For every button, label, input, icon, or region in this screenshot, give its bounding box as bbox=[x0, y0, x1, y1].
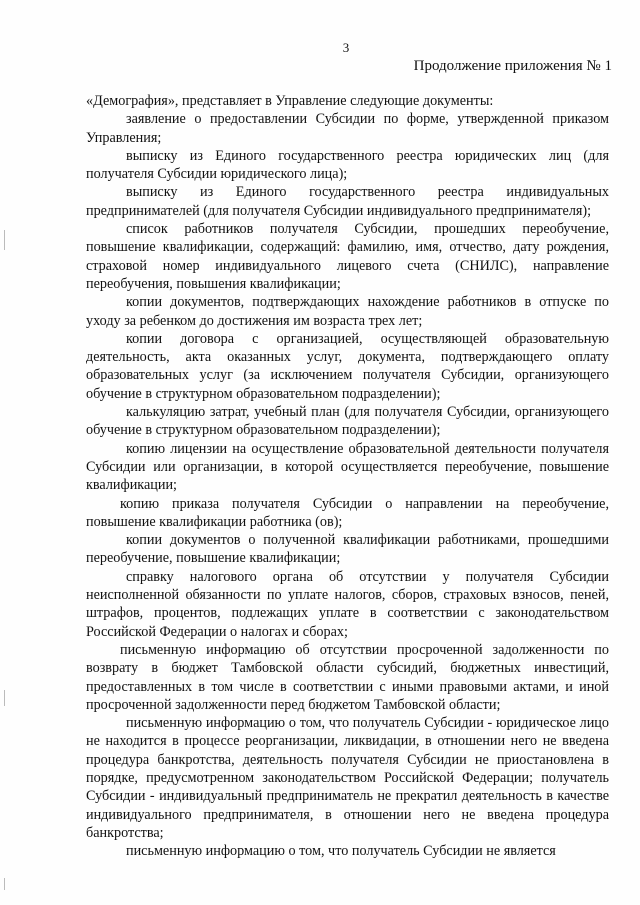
list-item: выписку из Единого государственного реестра индивидуальных предпринимателей (для получателя Субсидии индивидуального предпринимателя); bbox=[86, 184, 609, 219]
list-item: копию лицензии на осуществление образовательной деятельности получателя Субсидии или организации, в которой осуществляется переобучение, повышение квалификации; bbox=[86, 440, 609, 494]
list-item: справку налогового органа об отсутствии у получателя Субсидии неисполненной обязанности по уплате налогов, сборов, страховых взносов, пеней, штрафов, процентов, подлежащих уплате в соответствии с законодательством Российской Федерации о налогах и сборах; bbox=[86, 568, 609, 640]
list-item: заявление о предоставлении Субсидии по форме, утвержденной приказом Управления; bbox=[86, 111, 609, 146]
list-item: копии документов, подтверждающих нахождение работников в отпуске по уходу за ребенком до достижения им возраста трех лет; bbox=[86, 294, 609, 329]
list-item: копию приказа получателя Субсидии о направлении на переобучение, повышение квалификации работника (ов); bbox=[86, 495, 609, 530]
document-body bbox=[86, 92, 609, 860]
list-item: выписку из Единого государственного реестра юридических лиц (для получателя Субсидии юридического лица); bbox=[86, 147, 609, 183]
page-number: 3 bbox=[342, 40, 350, 55]
list-item: калькуляцию затрат, учебный план (для получателя Субсидии, организующего обучение в структурном образовательном подразделении); bbox=[86, 404, 609, 439]
scan-edge-mark bbox=[4, 878, 5, 890]
paragraph-intro: «Демография», представляет в Управление следующие документы: bbox=[86, 93, 494, 109]
list-item: письменную информацию об отсутствии просроченной задолженности по возврату в бюджет Тамбовской области субсидий, бюджетных инвестиций, предоставленных в том числе в соответствии с иными правовыми актами, и иной просроченной задолженности перед бюджетом Тамбовской области; bbox=[86, 641, 609, 713]
list-item: письменную информацию о том, что получатель Субсидии - юридическое лицо не находится в процессе реорганизации, ликвидации, в отношении него не введена процедура банкротства, деятельность получателя Субсидии не приостановлена в порядке, предусмотренном законодательством Российской Федерации; получатель Субсидии - индивидуальный предприниматель не прекратил деятельность в качестве индивидуального предпринимателя, в отношении него не введена процедура банкротства; bbox=[86, 715, 609, 841]
list-item: письменную информацию о том, что получатель Субсидии не является bbox=[126, 843, 556, 860]
list-item: копии договора с организацией, осуществляющей образовательную деятельность, акта оказанных услуг, документа, подтверждающего оплату образовательных услуг (за исключением получателя Субсидии, организующего обучение в структурном образовательном подразделении); bbox=[86, 330, 609, 402]
scan-edge-mark bbox=[4, 230, 5, 250]
scan-edge-mark bbox=[4, 690, 5, 706]
list-item: копии документов о полученной квалификации работниками, прошедшими переобучение, повышение квалификации; bbox=[86, 532, 609, 567]
list-item: список работников получателя Субсидии, прошедших переобучение, повышение квалификации, содержащий: фамилию, имя, отчество, дату рождения, страховой номер индивидуального лицевого счета (СНИЛС), направление переобучения, повышения квалификации; bbox=[86, 221, 609, 292]
appendix-header: Продолжение приложения № 1 bbox=[413, 58, 612, 74]
